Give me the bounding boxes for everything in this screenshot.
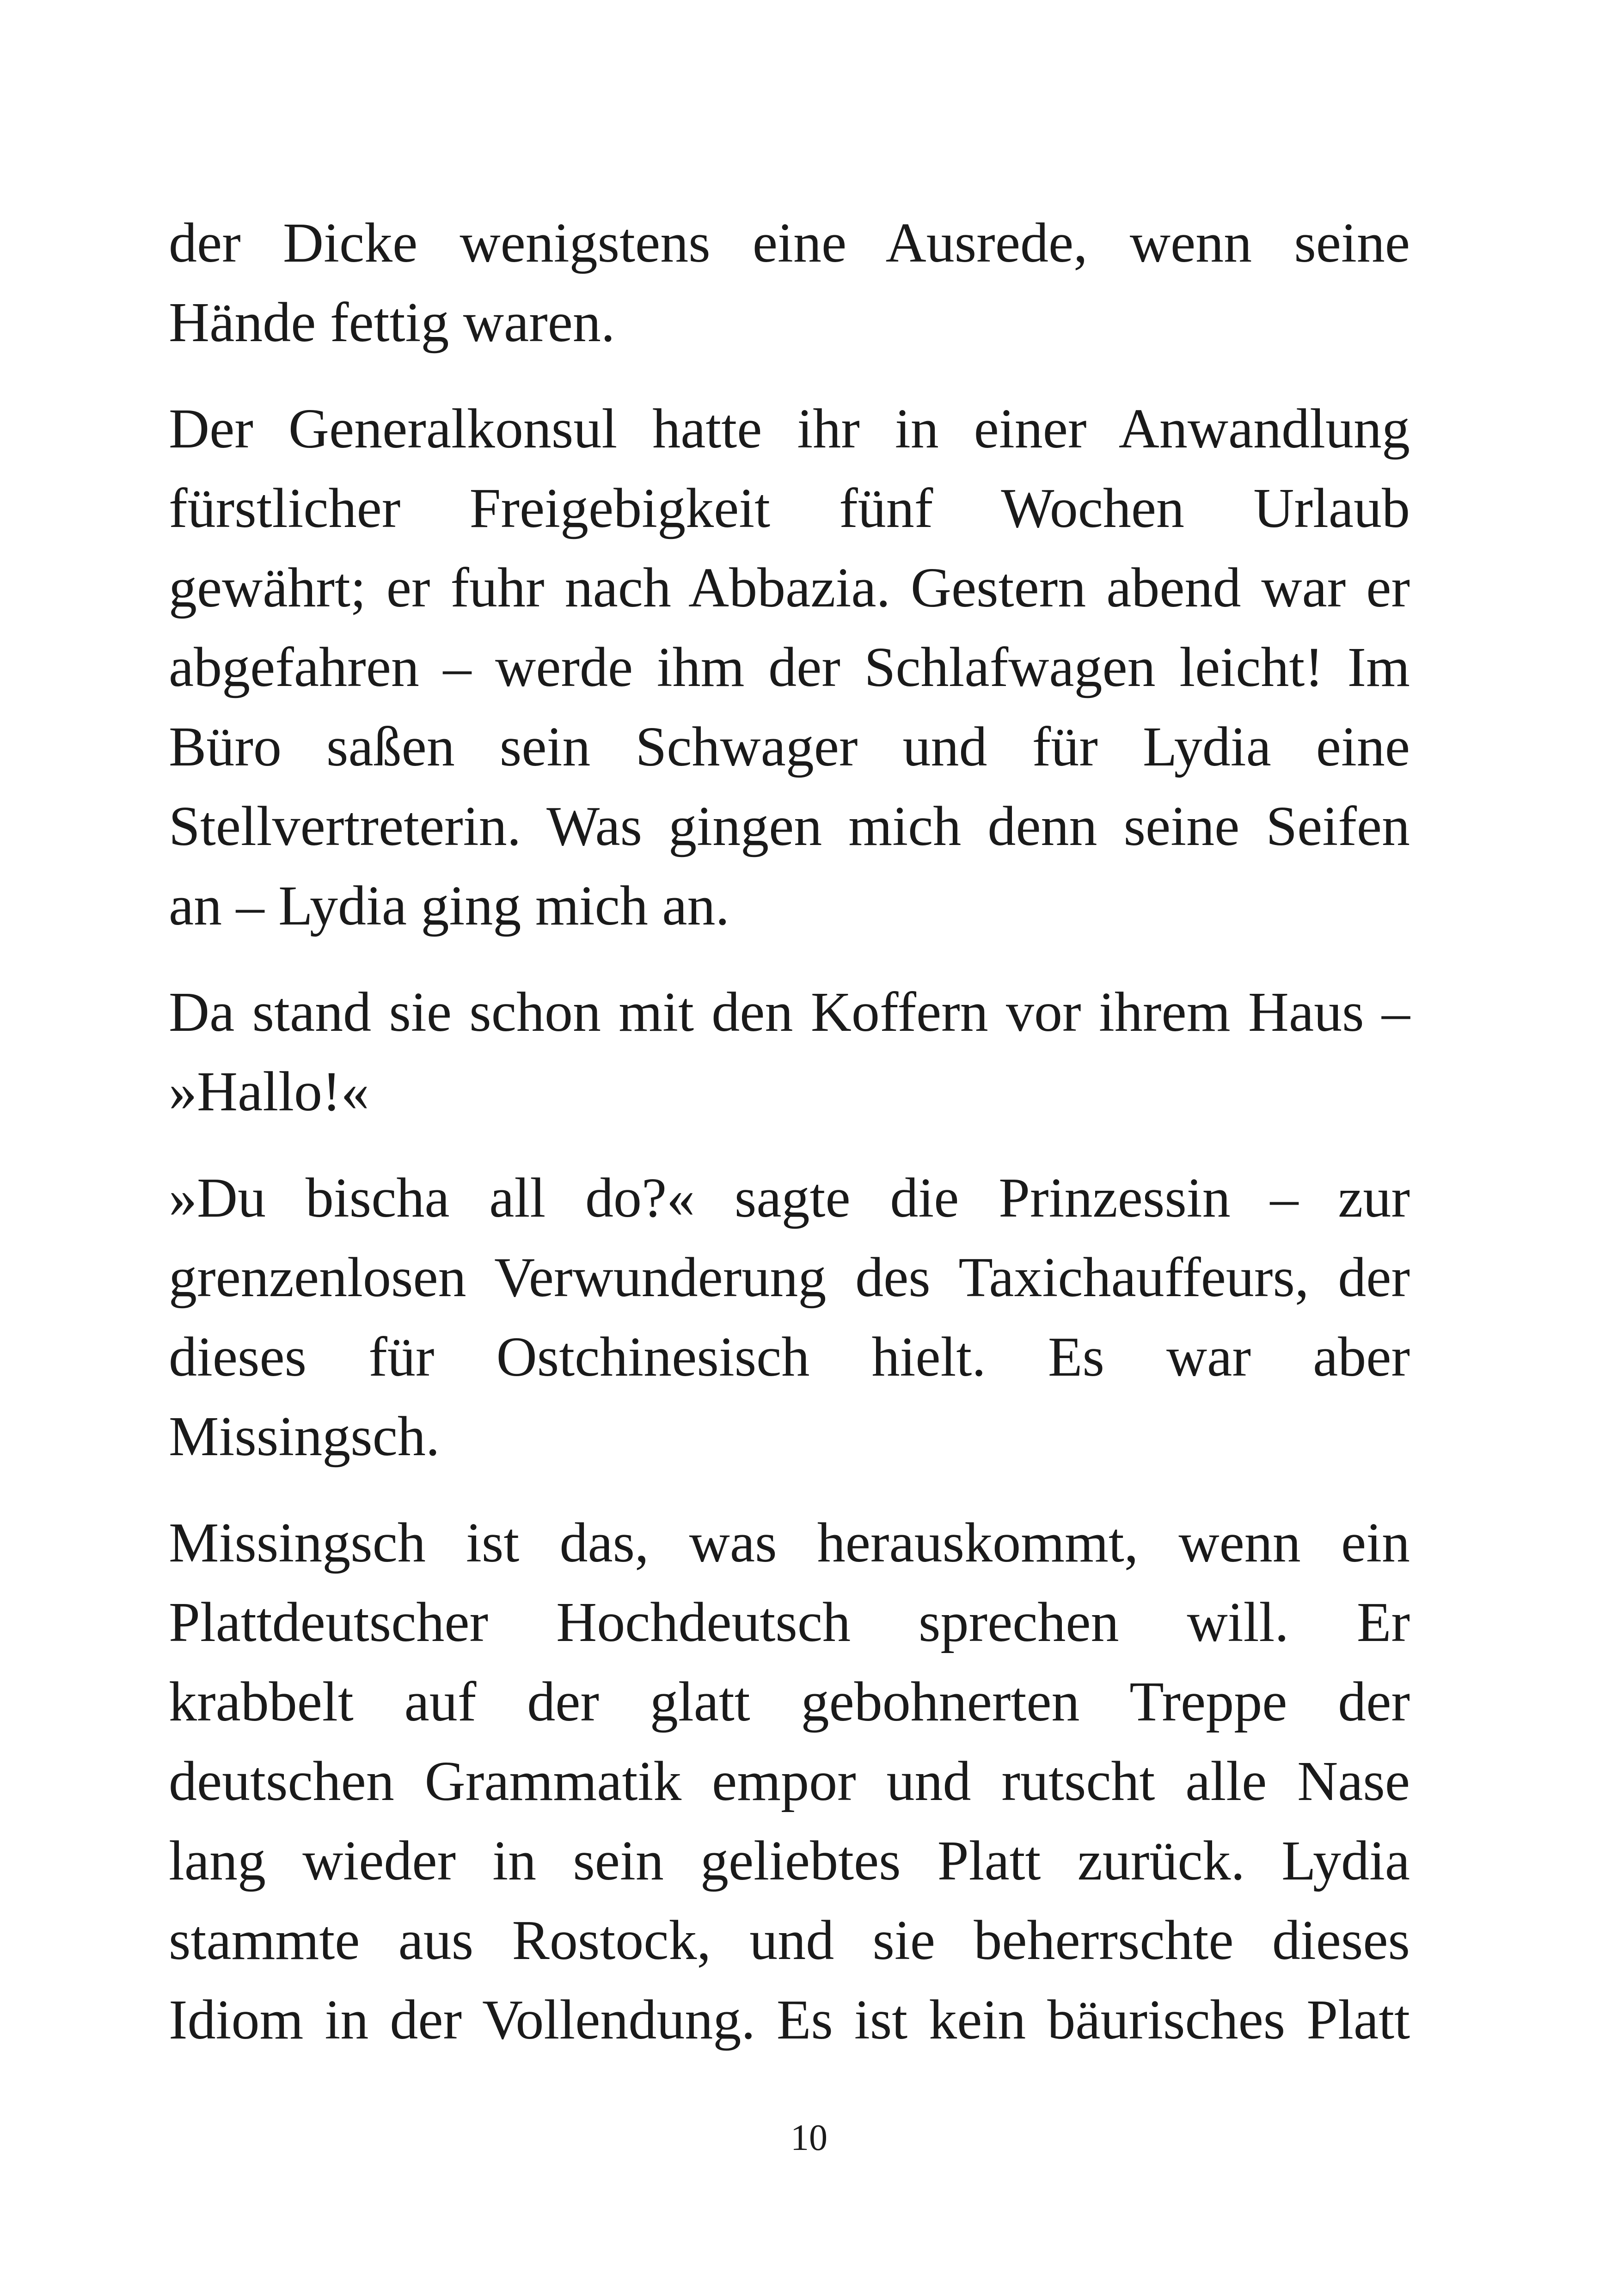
text-line: stammte aus Rostock, und sie beherrschte dieses (169, 1909, 1410, 1971)
text-line: Missingsch ist das, was herauskommt, wenn ein (169, 1512, 1410, 1574)
paragraph-4 (169, 1158, 1410, 1476)
text-line: Stellvertreterin. Was gingen mich denn seine Seifen (169, 795, 1410, 857)
text-line: Hände fettig waren. (169, 291, 615, 354)
paragraph-3 (169, 973, 1410, 1132)
text-line: der Dicke wenigstens eine Ausrede, wenn seine (169, 212, 1410, 274)
text-line: krabbelt auf der glatt gebohnerten Treppe der (169, 1671, 1410, 1733)
page-number: 10 (791, 2118, 827, 2158)
text-line: »Hallo!« (169, 1060, 369, 1123)
text-line: grenzenlosen Verwunderung des Taxichauffeurs, der (169, 1246, 1410, 1309)
text-line: »Du bischa all do?« sagte die Prinzessin – zur (169, 1167, 1410, 1229)
book-page-body (169, 203, 1410, 2087)
paragraph-5 (169, 1503, 1410, 2060)
paragraph-1 (169, 203, 1410, 362)
text-line: Plattdeutscher Hochdeutsch sprechen will. Er (169, 1591, 1410, 1653)
text-line: lang wieder in sein geliebtes Platt zurück. Lydia (169, 1830, 1410, 1892)
text-line: Büro saßen sein Schwager und für Lydia eine (169, 716, 1410, 778)
text-line: deutschen Grammatik empor und rutscht alle Nase (169, 1750, 1410, 1812)
text-line: dieses für Ostchinesisch hielt. Es war aber (169, 1326, 1410, 1388)
text-line: an – Lydia ging mich an. (169, 875, 729, 937)
text-line: Missingsch. (169, 1405, 440, 1468)
text-line: Idiom in der Vollendung. Es ist kein bäurisches Platt (169, 1989, 1410, 2051)
text-line: abgefahren – werde ihm der Schlafwagen leicht! Im (169, 636, 1410, 698)
paragraph-2 (169, 389, 1410, 946)
text-line: Der Generalkonsul hatte ihr in einer Anwandlung (169, 398, 1410, 460)
text-line: fürstlicher Freigebigkeit fünf Wochen Urlaub (169, 477, 1410, 539)
text-line: Da stand sie schon mit den Koffern vor ihrem Haus – (169, 981, 1410, 1043)
text-line: gewährt; er fuhr nach Abbazia. Gestern abend war er (169, 557, 1410, 619)
